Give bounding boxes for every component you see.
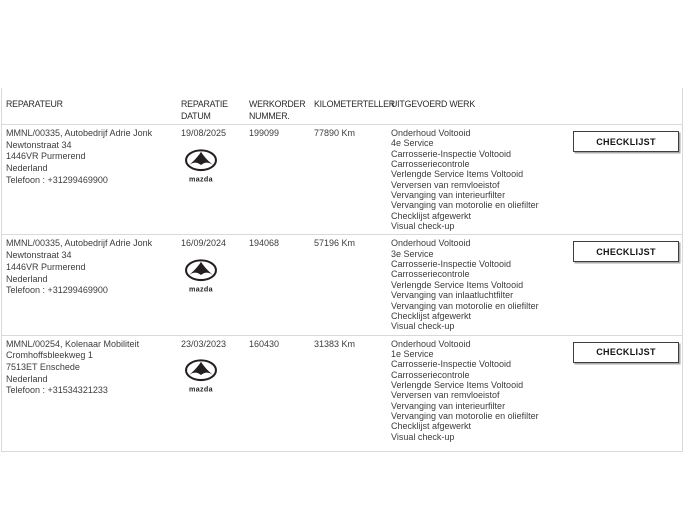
service-record-row — [2, 235, 682, 335]
reparateur-line: Newtonstraat 34 — [6, 139, 72, 150]
reparatie-datum-cell — [181, 339, 249, 442]
performed-work-item: 4e Service — [391, 138, 434, 149]
performed-work-item: Carrosseriecontrole — [391, 369, 470, 380]
mazda-logo-icon — [184, 149, 218, 183]
performed-work-item: Onderhoud Voltooid — [391, 128, 471, 138]
performed-work-item: Onderhoud Voltooid — [391, 238, 471, 249]
werkorder-number: 160430 — [249, 338, 280, 349]
performed-work-item: Visual check-up — [391, 431, 455, 442]
performed-work-list — [391, 128, 573, 231]
mazda-logo-icon — [184, 359, 218, 393]
werkorder-number: 199099 — [249, 128, 280, 138]
performed-work-item: Visual check-up — [391, 221, 455, 232]
service-history-table — [1, 88, 683, 452]
reparateur-line: MMNL/00335, Autobedrijf Adrie Jonk — [6, 128, 153, 138]
performed-work-item: Verlengde Service Items Voltooid — [391, 169, 524, 180]
performed-work-item: Carrosserie-Inspectie Voltooid — [391, 148, 512, 159]
reparateur-line: 7513ET Enschede — [6, 361, 80, 372]
performed-work-item: Visual check-up — [391, 321, 455, 332]
performed-work-item: Carrosseriecontrole — [391, 269, 470, 280]
table-header-row — [2, 88, 682, 125]
reparatie-datum-cell — [181, 128, 249, 231]
checklijst-button[interactable]: CHECKLIJST — [573, 342, 679, 363]
column-header-reparateur: REPARATEUR — [6, 99, 63, 109]
performed-work-item: Carrosseriecontrole — [391, 159, 470, 170]
mazda-wordmark: mazda — [189, 175, 213, 183]
service-record-row — [2, 336, 682, 452]
column-header-actions — [573, 99, 682, 122]
mazda-logo-icon — [184, 259, 218, 293]
checklist-button-cell — [573, 238, 682, 331]
reparateur-line: 1446VR Purmerend — [6, 151, 86, 162]
service-record-row — [2, 125, 682, 235]
performed-work-item: Vervanging van interieurfilter — [391, 400, 506, 411]
performed-work-item: 3e Service — [391, 248, 434, 259]
kilometer-reading: 31383 Km — [314, 338, 356, 349]
performed-work-item: Onderhoud Voltooid — [391, 338, 471, 349]
performed-work-item: Checklijst afgewerkt — [391, 210, 472, 221]
column-header-uitgevoerd-werk: UITGEVOERD WERK — [391, 99, 475, 109]
reparateur-line: Newtonstraat 34 — [6, 250, 72, 261]
checklijst-button[interactable]: CHECKLIJST — [573, 241, 679, 262]
reparateur-line: MMNL/00254, Kolenaar Mobiliteit — [6, 338, 140, 349]
table-body — [2, 125, 682, 452]
performed-work-item: Vervanging van motorolie en oliefilter — [391, 300, 539, 311]
performed-work-item: Checklijst afgewerkt — [391, 310, 472, 321]
reparateur-line: 1446VR Purmerend — [6, 261, 86, 272]
werkorder-number: 194068 — [249, 238, 280, 249]
reparatie-datum-cell — [181, 238, 249, 331]
performed-work-item: Vervanging van interieurfilter — [391, 190, 506, 201]
performed-work-item: Carrosserie-Inspectie Voltooid — [391, 359, 512, 370]
checklist-button-cell — [573, 128, 682, 231]
performed-work-item: Vervanging van motorolie en oliefilter — [391, 410, 539, 421]
repair-date: 23/03/2023 — [181, 338, 227, 349]
reparateur-line: MMNL/00335, Autobedrijf Adrie Jonk — [6, 238, 153, 249]
performed-work-list — [391, 238, 573, 331]
checklist-button-cell — [573, 339, 682, 442]
reparateur-line: Nederland — [6, 373, 48, 384]
reparateur-address-block — [6, 238, 181, 331]
reparateur-address-block — [6, 339, 181, 442]
repair-date: 16/09/2024 — [181, 238, 227, 249]
performed-work-item: Vervanging van motorolie en oliefilter — [391, 200, 539, 211]
performed-work-item: Verlengde Service Items Voltooid — [391, 279, 524, 290]
reparateur-line: Nederland — [6, 163, 48, 174]
performed-work-item: Carrosserie-Inspectie Voltooid — [391, 259, 512, 270]
column-header-reparatie-datum: REPARATIE DATUM — [181, 99, 228, 121]
reparateur-line: Telefoon : +31299469900 — [6, 285, 108, 296]
performed-work-item: Checklijst afgewerkt — [391, 421, 472, 432]
repair-date: 19/08/2025 — [181, 128, 227, 138]
checklijst-button[interactable]: CHECKLIJST — [573, 131, 679, 152]
reparateur-address-block — [6, 128, 181, 231]
reparateur-line: Telefoon : +31534321233 — [6, 385, 108, 396]
performed-work-item: Verlengde Service Items Voltooid — [391, 379, 524, 390]
reparateur-line: Nederland — [6, 273, 48, 284]
performed-work-item: Verversen van remvloeistof — [391, 390, 500, 401]
column-header-werkorder-nummer: WERKORDER NUMMER. — [249, 99, 306, 121]
mazda-wordmark: mazda — [189, 285, 213, 294]
reparateur-line: Cromhoffsbleekweg 1 — [6, 350, 93, 361]
performed-work-item: Verversen van remvloeistof — [391, 179, 500, 190]
reparateur-line: Telefoon : +31299469900 — [6, 174, 108, 185]
kilometer-reading: 57196 Km — [314, 238, 356, 249]
kilometer-reading: 77890 Km — [314, 128, 356, 138]
performed-work-list — [391, 339, 573, 442]
performed-work-item: 1e Service — [391, 348, 434, 359]
performed-work-item: Vervanging van inlaatluchtfilter — [391, 290, 514, 301]
mazda-wordmark: mazda — [189, 385, 213, 394]
column-header-kilometerteller: KILOMETERTELLER — [314, 99, 395, 109]
